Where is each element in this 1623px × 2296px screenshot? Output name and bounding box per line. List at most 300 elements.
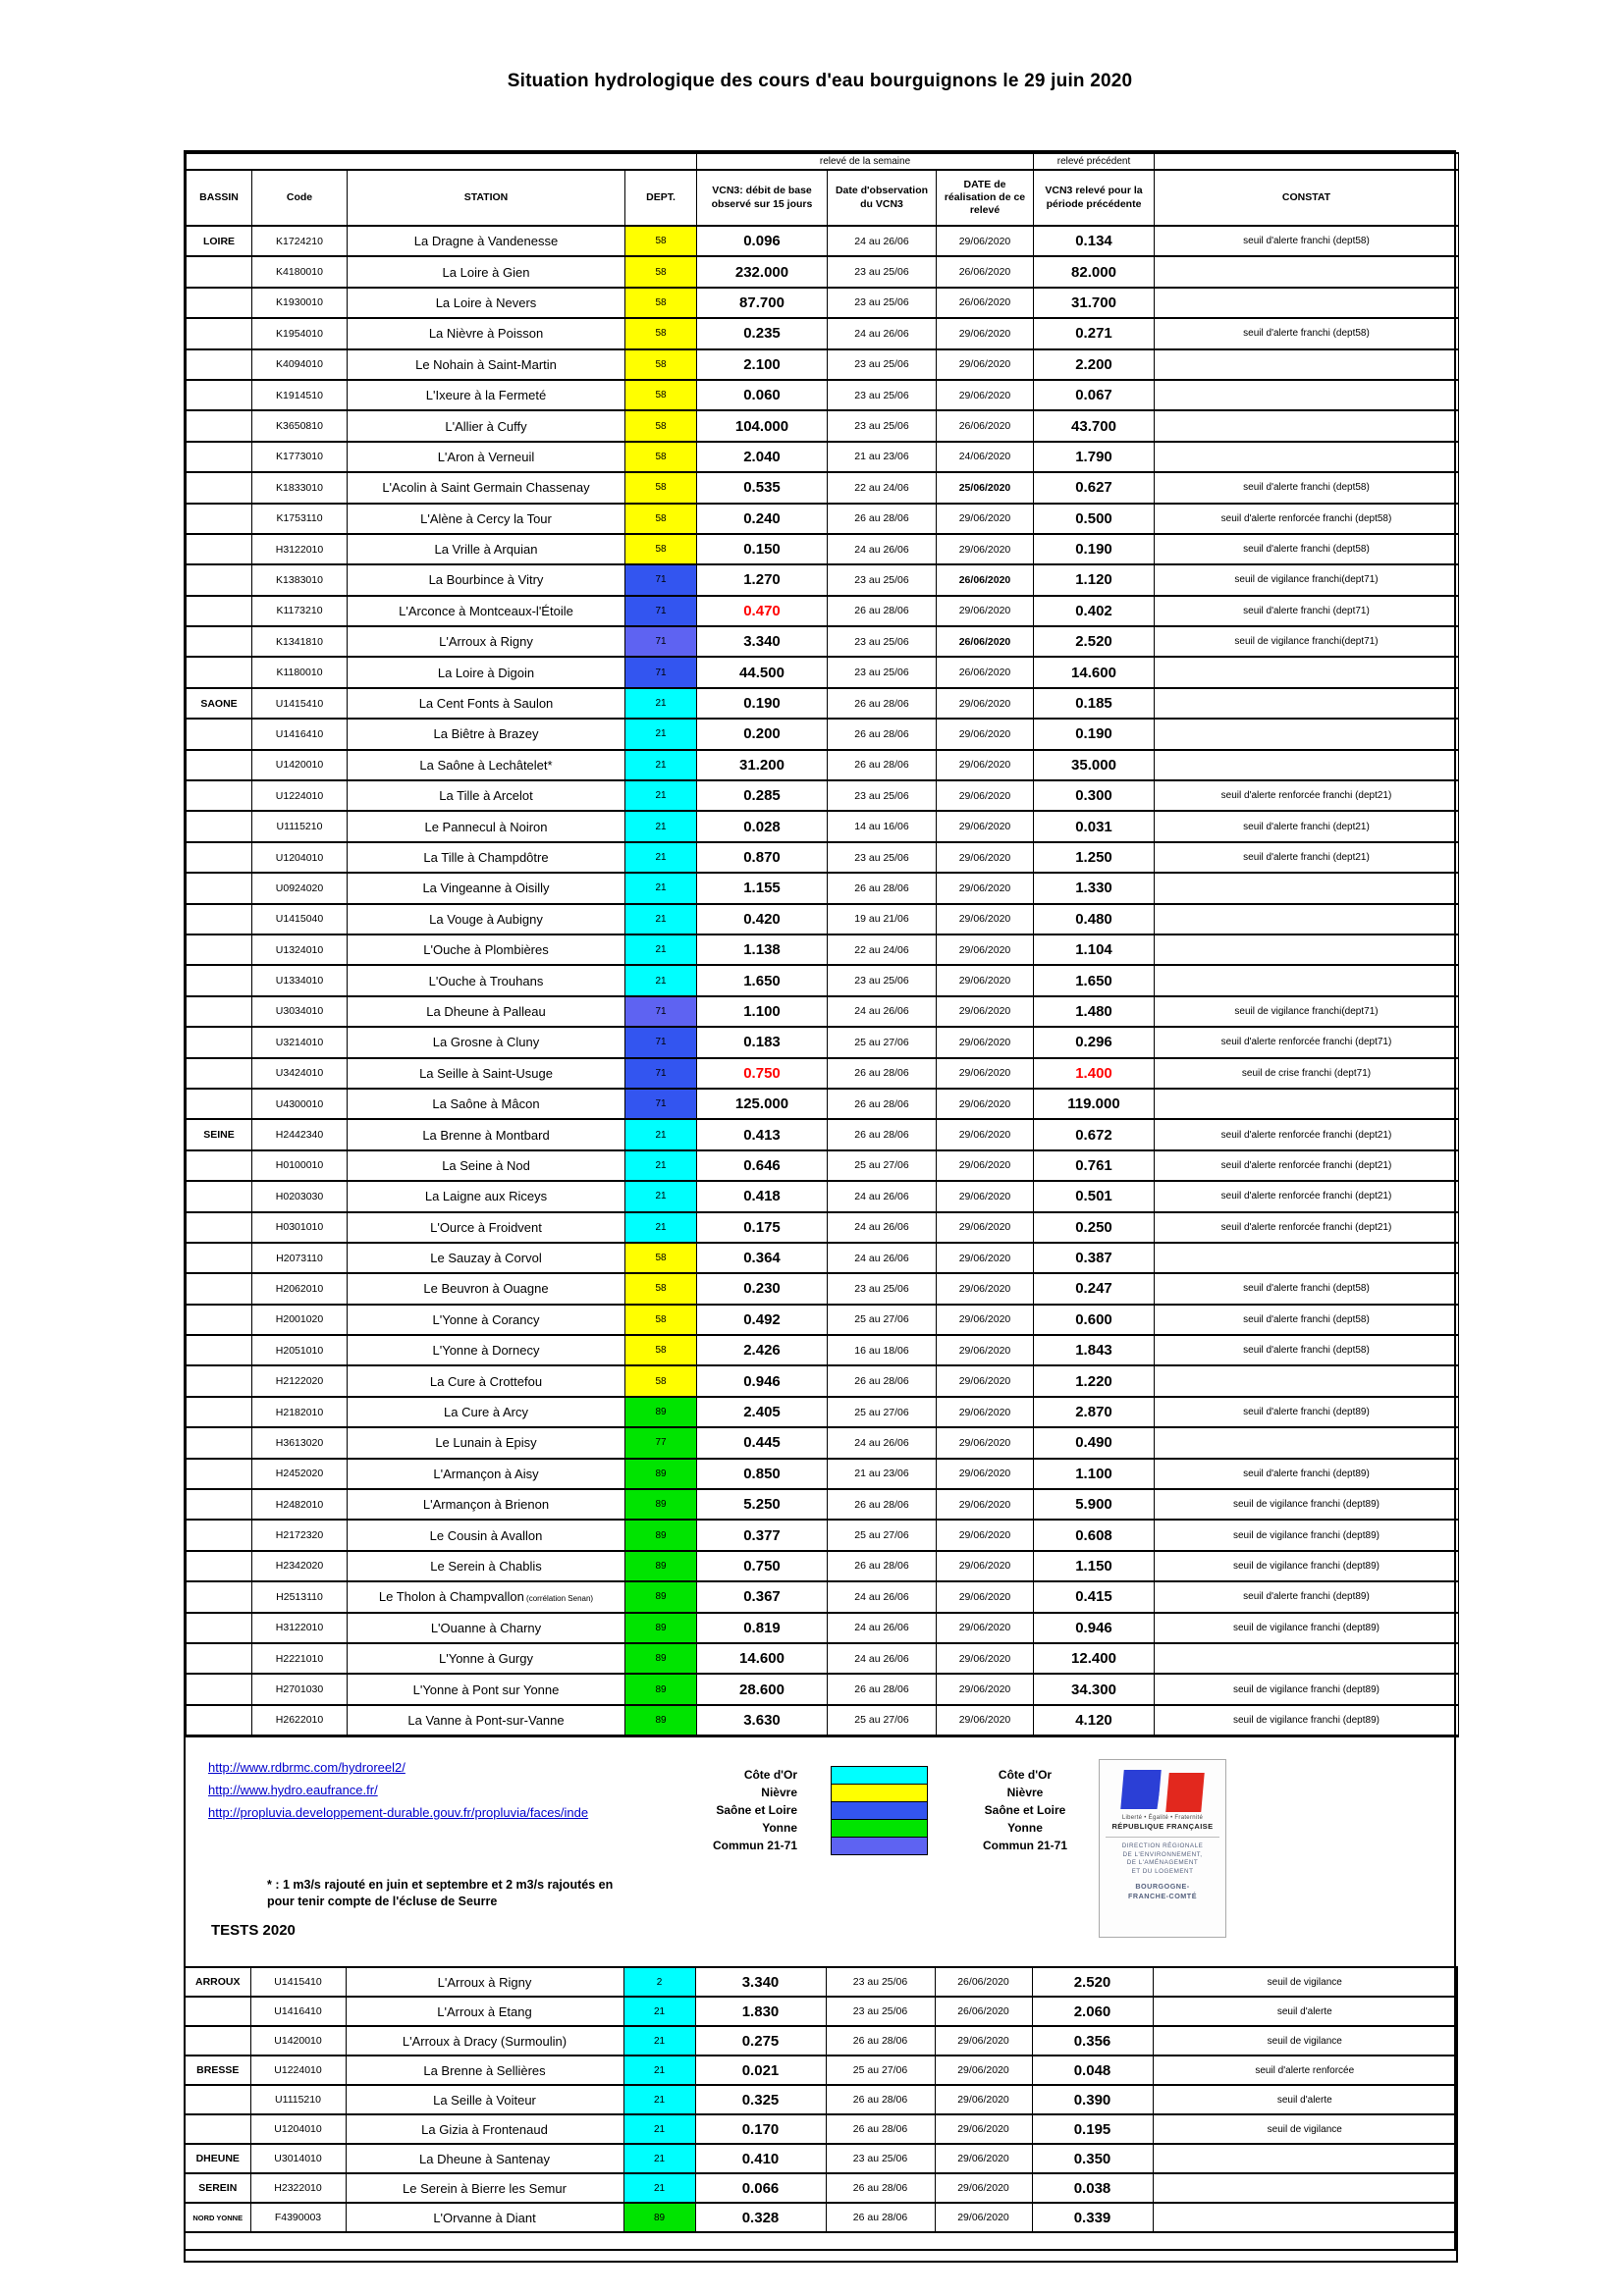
prev-vcn3-cell: 0.300: [1034, 780, 1155, 811]
table-row: [187, 934, 1459, 965]
vcn3-cell: 2.426: [697, 1335, 828, 1365]
region-line: BOURGOGNE-: [1135, 1882, 1190, 1891]
date-real-cell: 29/06/2020: [937, 780, 1034, 811]
constat-cell: seuil d'alerte franchi (dept89): [1155, 1581, 1459, 1612]
vcn3-cell: 0.445: [697, 1427, 828, 1458]
dept-cell: 21: [625, 873, 697, 903]
dept-cell: 77: [625, 1427, 697, 1458]
date-real-cell: 29/06/2020: [937, 842, 1034, 873]
constat-cell: [1155, 349, 1459, 380]
table-row: [187, 965, 1459, 995]
station-cell: L'Arroux à Dracy (Surmoulin): [346, 2026, 623, 2056]
prev-vcn3-cell: 1.843: [1034, 1335, 1155, 1365]
bassin-cell: [187, 904, 252, 934]
code-cell: U1224010: [250, 2056, 346, 2085]
date-obs-cell: 26 au 28/06: [828, 1551, 937, 1581]
station-cell: L'Arroux à Rigny: [346, 1967, 623, 1997]
code-cell: U1115210: [250, 2085, 346, 2114]
prev-vcn3-cell: 0.387: [1034, 1243, 1155, 1273]
station-cell: La Cure à Arcy: [348, 1397, 625, 1427]
bassin-cell: [187, 965, 252, 995]
date-obs-cell: 23 au 25/06: [828, 380, 937, 410]
bassin-cell: [187, 1520, 252, 1550]
station-cell: La Brenne à Montbard: [348, 1119, 625, 1149]
date-real-cell: 25/06/2020: [937, 472, 1034, 503]
constat-cell: [1155, 380, 1459, 410]
date-real-cell: 29/06/2020: [937, 596, 1034, 626]
station-cell: La Seine à Nod: [348, 1150, 625, 1181]
header-date-obs: Date d'observation du VCN3: [828, 170, 937, 226]
prev-vcn3-cell: 35.000: [1034, 750, 1155, 780]
station-cell: Le Serein à Chablis: [348, 1551, 625, 1581]
vcn3-cell: 0.285: [697, 780, 828, 811]
table-row: [187, 1027, 1459, 1057]
constat-cell: [1155, 410, 1459, 441]
station-cell: L'Ouche à Plombières: [348, 934, 625, 965]
code-cell: U1324010: [252, 934, 348, 965]
station-cell: L'Orvanne à Diant: [346, 2203, 623, 2232]
constat-cell: seuil d'alerte franchi (dept58): [1155, 1305, 1459, 1335]
table-row: [185, 2144, 1457, 2173]
dept-cell: 58: [625, 1273, 697, 1304]
vcn3-cell: 3.630: [697, 1705, 828, 1735]
station-cell: La Brenne à Sellières: [346, 2056, 623, 2085]
prev-vcn3-cell: 0.608: [1034, 1520, 1155, 1550]
bassin-cell: [187, 780, 252, 811]
date-obs-cell: 23 au 25/06: [826, 1997, 935, 2026]
vcn3-cell: 0.175: [697, 1212, 828, 1243]
date-real-cell: 26/06/2020: [937, 564, 1034, 595]
date-real-cell: 29/06/2020: [937, 1520, 1034, 1550]
vcn3-cell: 3.340: [697, 626, 828, 657]
bassin-cell: [187, 1613, 252, 1643]
legend-left-labels: [601, 1766, 797, 1854]
station-cell: La Loire à Gien: [348, 256, 625, 287]
code-cell: K1914510: [252, 380, 348, 410]
station-cell: L'Acolin à Saint Germain Chassenay: [348, 472, 625, 503]
dept-cell: 89: [623, 2203, 695, 2232]
legend-swatch: [832, 1802, 927, 1820]
hyperlink[interactable]: http://www.hydro.eaufrance.fr/: [208, 1783, 378, 1797]
vcn3-cell: 1.650: [697, 965, 828, 995]
vcn3-cell: 2.405: [697, 1397, 828, 1427]
prev-vcn3-cell: 0.134: [1034, 226, 1155, 256]
date-real-cell: 29/06/2020: [937, 1181, 1034, 1211]
bassin-cell: [187, 1581, 252, 1612]
prev-vcn3-cell: 1.220: [1034, 1365, 1155, 1396]
date-obs-cell: 24 au 26/06: [828, 1427, 937, 1458]
date-real-cell: 29/06/2020: [937, 1335, 1034, 1365]
dept-cell: 21: [625, 965, 697, 995]
republic-logo: [1099, 1759, 1226, 1938]
prev-vcn3-cell: 0.946: [1034, 1613, 1155, 1643]
date-real-cell: 26/06/2020: [935, 1997, 1032, 2026]
table-row: [187, 1551, 1459, 1581]
bassin-cell: [187, 1305, 252, 1335]
code-cell: F4390003: [250, 2203, 346, 2232]
date-obs-cell: 23 au 25/06: [828, 256, 937, 287]
station-cell: L'Alène à Cercy la Tour: [348, 504, 625, 534]
table-row: [185, 2085, 1457, 2114]
header-code: Code: [252, 170, 348, 226]
bassin-cell: [185, 1997, 250, 2026]
constat-cell: [1155, 1089, 1459, 1119]
dept-cell: 89: [625, 1459, 697, 1489]
vcn3-cell: 0.750: [697, 1058, 828, 1089]
legend-label: Yonne: [762, 1821, 797, 1835]
header-dept: DEPT.: [625, 170, 697, 226]
station-cell: La Vanne à Pont-sur-Vanne: [348, 1705, 625, 1735]
bassin-cell: [187, 1212, 252, 1243]
station-cell: La Laigne aux Riceys: [348, 1181, 625, 1211]
table-row: [187, 1459, 1459, 1489]
station-cell: Le Tholon à Champvallon (corrélation Senan): [348, 1581, 625, 1612]
date-obs-cell: 23 au 25/06: [828, 780, 937, 811]
code-cell: H0203030: [252, 1181, 348, 1211]
prev-vcn3-cell: 1.104: [1034, 934, 1155, 965]
bassin-cell: DHEUNE: [185, 2144, 250, 2173]
vcn3-cell: 3.340: [695, 1967, 826, 1997]
legend-swatch: [832, 1785, 927, 1802]
table-row: [187, 657, 1459, 687]
dept-cell: 58: [625, 256, 697, 287]
date-real-cell: 29/06/2020: [937, 1674, 1034, 1704]
constat-cell: seuil de vigilance franchi (dept89): [1155, 1489, 1459, 1520]
hyperlink[interactable]: http://www.rdbrmc.com/hydroreel2/: [208, 1760, 406, 1775]
dept-cell: 71: [625, 1058, 697, 1089]
bassin-cell: [187, 1551, 252, 1581]
tests-table: [184, 1966, 1458, 2263]
vcn3-cell: 0.850: [697, 1459, 828, 1489]
constat-cell: seuil d'alerte: [1153, 1997, 1457, 2026]
bassin-cell: SEINE: [187, 1119, 252, 1149]
date-obs-cell: 22 au 24/06: [828, 934, 937, 965]
date-obs-cell: 26 au 28/06: [828, 1365, 937, 1396]
constat-cell: [1155, 1427, 1459, 1458]
prev-vcn3-cell: 0.250: [1034, 1212, 1155, 1243]
code-cell: H2442340: [252, 1119, 348, 1149]
prev-vcn3-cell: 0.627: [1034, 472, 1155, 503]
bassin-cell: ARROUX: [185, 1967, 250, 1997]
code-cell: H2001020: [252, 1305, 348, 1335]
date-obs-cell: 23 au 25/06: [826, 2144, 935, 2173]
vcn3-cell: 0.096: [697, 226, 828, 256]
table-row: [187, 1674, 1459, 1704]
constat-cell: seuil de vigilance franchi (dept89): [1155, 1674, 1459, 1704]
code-cell: U1415410: [252, 688, 348, 719]
date-obs-cell: 25 au 27/06: [828, 1520, 937, 1550]
table-row: [187, 688, 1459, 719]
code-cell: H2322010: [250, 2173, 346, 2203]
date-real-cell: 29/06/2020: [935, 2085, 1032, 2114]
dept-cell: 21: [623, 2085, 695, 2114]
bassin-cell: [187, 1397, 252, 1427]
prev-vcn3-cell: 2.200: [1034, 349, 1155, 380]
date-obs-cell: 24 au 26/06: [828, 1581, 937, 1612]
dept-cell: 89: [625, 1520, 697, 1550]
legend-swatch: [832, 1820, 927, 1838]
french-flag-icon: [1120, 1770, 1205, 1813]
date-real-cell: 29/06/2020: [937, 996, 1034, 1027]
constat-cell: [1153, 2173, 1457, 2203]
date-real-cell: 26/06/2020: [937, 657, 1034, 687]
dept-cell: 21: [625, 811, 697, 841]
station-cell: La Seille à Saint-Usuge: [348, 1058, 625, 1089]
band-empty-left: [187, 153, 697, 170]
table-row: [187, 564, 1459, 595]
station-cell: L'Armançon à Aisy: [348, 1459, 625, 1489]
date-real-cell: 29/06/2020: [935, 2114, 1032, 2144]
vcn3-cell: 31.200: [697, 750, 828, 780]
vcn3-cell: 0.235: [697, 318, 828, 348]
vcn3-cell: 0.275: [695, 2026, 826, 2056]
constat-cell: seuil d'alerte franchi (dept58): [1155, 534, 1459, 564]
date-obs-cell: 26 au 28/06: [828, 750, 937, 780]
vcn3-cell: 28.600: [697, 1674, 828, 1704]
station-cell: L'Yonne à Dornecy: [348, 1335, 625, 1365]
date-real-cell: 29/06/2020: [937, 1643, 1034, 1674]
vcn3-cell: 1.138: [697, 934, 828, 965]
bassin-cell: [187, 750, 252, 780]
table-row: [185, 2173, 1457, 2203]
date-obs-cell: 24 au 26/06: [828, 1243, 937, 1273]
date-real-cell: 29/06/2020: [937, 1305, 1034, 1335]
code-cell: U1420010: [252, 750, 348, 780]
bassin-cell: LOIRE: [187, 226, 252, 256]
table-row: [187, 1089, 1459, 1119]
table-row: [187, 1058, 1459, 1089]
vcn3-cell: 0.060: [697, 380, 828, 410]
code-cell: H3613020: [252, 1427, 348, 1458]
code-cell: K1954010: [252, 318, 348, 348]
constat-cell: seuil d'alerte renforcée franchi (dept21): [1155, 1150, 1459, 1181]
table-row: [187, 842, 1459, 873]
constat-cell: seuil de vigilance: [1153, 2114, 1457, 2144]
constat-cell: seuil d'alerte renforcée franchi (dept21): [1155, 1181, 1459, 1211]
prev-vcn3-cell: 14.600: [1034, 657, 1155, 687]
date-obs-cell: 23 au 25/06: [828, 288, 937, 318]
date-obs-cell: 26 au 28/06: [828, 688, 937, 719]
prev-vcn3-cell: 1.480: [1034, 996, 1155, 1027]
dept-cell: 89: [625, 1581, 697, 1612]
table-row: [187, 596, 1459, 626]
code-cell: K1341810: [252, 626, 348, 657]
date-obs-cell: 26 au 28/06: [828, 1119, 937, 1149]
vcn3-cell: 0.021: [695, 2056, 826, 2085]
bassin-cell: [187, 596, 252, 626]
dept-cell: 58: [625, 504, 697, 534]
prev-vcn3-cell: 1.330: [1034, 873, 1155, 903]
prev-vcn3-cell: 0.247: [1034, 1273, 1155, 1304]
dept-cell: 71: [625, 996, 697, 1027]
legend-swatch: [832, 1838, 927, 1854]
table-row: [187, 873, 1459, 903]
prev-vcn3-cell: 12.400: [1034, 1643, 1155, 1674]
dept-cell: 58: [625, 318, 697, 348]
date-obs-cell: 26 au 28/06: [828, 873, 937, 903]
dreal-line: DE L'ENVIRONNEMENT,: [1122, 1850, 1203, 1858]
table-row: [187, 349, 1459, 380]
hyperlink[interactable]: http://propluvia.developpement-durable.gouv.fr/propluvia/faces/inde: [208, 1805, 589, 1820]
table-row: [187, 1305, 1459, 1335]
prev-vcn3-cell: 0.038: [1032, 2173, 1153, 2203]
date-real-cell: 29/06/2020: [937, 1613, 1034, 1643]
dept-cell: 71: [625, 626, 697, 657]
bassin-cell: [187, 1705, 252, 1735]
dreal-line: DIRECTION RÉGIONALE: [1121, 1842, 1204, 1849]
vcn3-cell: 0.946: [697, 1365, 828, 1396]
date-real-cell: 29/06/2020: [935, 2056, 1032, 2085]
date-obs-cell: 23 au 25/06: [828, 626, 937, 657]
header-prev: VCN3 relevé pour la période précédente: [1034, 170, 1155, 226]
table-row: [185, 2203, 1457, 2232]
table-row: [187, 1520, 1459, 1550]
station-cell: La Biêtre à Brazey: [348, 719, 625, 749]
bassin-cell: [185, 2026, 250, 2056]
code-cell: H2622010: [252, 1705, 348, 1735]
table-row: [187, 288, 1459, 318]
constat-cell: seuil d'alerte franchi (dept58): [1155, 226, 1459, 256]
legend-label: Saône et Loire: [716, 1803, 797, 1817]
constat-cell: seuil d'alerte renforcée franchi (dept71): [1155, 1027, 1459, 1057]
code-cell: H2452020: [252, 1459, 348, 1489]
bassin-cell: [185, 2085, 250, 2114]
constat-cell: seuil de vigilance franchi (dept89): [1155, 1520, 1459, 1550]
dept-cell: 21: [623, 2026, 695, 2056]
station-cell: La Dragne à Vandenesse: [348, 226, 625, 256]
station-cell: Le Lunain à Episy: [348, 1427, 625, 1458]
constat-cell: seuil de vigilance franchi(dept71): [1155, 996, 1459, 1027]
prev-vcn3-cell: 0.490: [1034, 1427, 1155, 1458]
bassin-cell: [187, 1674, 252, 1704]
constat-cell: [1153, 2144, 1457, 2173]
table-row: [187, 380, 1459, 410]
dept-cell: 89: [625, 1705, 697, 1735]
vcn3-cell: 0.377: [697, 1520, 828, 1550]
legend-label: Commun 21-71: [982, 1839, 1068, 1852]
constat-cell: seuil de vigilance franchi(dept71): [1155, 626, 1459, 657]
dept-cell: 21: [623, 2114, 695, 2144]
vcn3-cell: 44.500: [697, 657, 828, 687]
bassin-cell: [187, 1058, 252, 1089]
date-obs-cell: 26 au 28/06: [828, 1089, 937, 1119]
station-cell: L'Armançon à Brienon: [348, 1489, 625, 1520]
constat-cell: seuil d'alerte franchi (dept58): [1155, 1273, 1459, 1304]
date-obs-cell: 23 au 25/06: [828, 657, 937, 687]
header-bassin: BASSIN: [187, 170, 252, 226]
prev-vcn3-cell: 0.390: [1032, 2085, 1153, 2114]
bassin-cell: [187, 1489, 252, 1520]
constat-cell: seuil d'alerte renforcée: [1153, 2056, 1457, 2085]
date-real-cell: 26/06/2020: [937, 256, 1034, 287]
prev-vcn3-cell: 0.339: [1032, 2203, 1153, 2232]
vcn3-cell: 0.420: [697, 904, 828, 934]
table-row: [187, 1212, 1459, 1243]
header-row: [187, 170, 1459, 226]
station-cell: La Seille à Voiteur: [346, 2085, 623, 2114]
empty-row: [185, 2232, 1457, 2262]
dept-cell: 21: [625, 1181, 697, 1211]
code-cell: K1773010: [252, 442, 348, 472]
dept-cell: 21: [625, 780, 697, 811]
table-row: [185, 2114, 1457, 2144]
dept-cell: 58: [625, 1305, 697, 1335]
code-cell: H0100010: [252, 1150, 348, 1181]
date-obs-cell: 26 au 28/06: [828, 504, 937, 534]
station-cell: Le Pannecul à Noiron: [348, 811, 625, 841]
date-real-cell: 29/06/2020: [937, 719, 1034, 749]
prev-vcn3-cell: 0.190: [1034, 534, 1155, 564]
table-row: [187, 1427, 1459, 1458]
bassin-cell: [187, 1365, 252, 1396]
station-cell: Le Serein à Bierre les Semur: [346, 2173, 623, 2203]
bassin-cell: [187, 1150, 252, 1181]
code-cell: U0924020: [252, 873, 348, 903]
bassin-cell: [187, 380, 252, 410]
date-obs-cell: 24 au 26/06: [828, 318, 937, 348]
code-cell: K1930010: [252, 288, 348, 318]
bassin-cell: [187, 1459, 252, 1489]
dreal-text: [1100, 1842, 1225, 1876]
constat-cell: seuil d'alerte franchi (dept58): [1155, 318, 1459, 348]
bassin-cell: [187, 626, 252, 657]
bassin-cell: [187, 719, 252, 749]
station-cell: La Cure à Crottefou: [348, 1365, 625, 1396]
vcn3-cell: 2.040: [697, 442, 828, 472]
constat-cell: seuil d'alerte: [1153, 2085, 1457, 2114]
bassin-cell: [187, 349, 252, 380]
date-real-cell: 26/06/2020: [935, 1967, 1032, 1997]
code-cell: U3214010: [252, 1027, 348, 1057]
constat-cell: [1155, 934, 1459, 965]
dept-cell: 21: [623, 2144, 695, 2173]
constat-cell: [1155, 1243, 1459, 1273]
vcn3-cell: 1.100: [697, 996, 828, 1027]
code-cell: U1204010: [252, 842, 348, 873]
station-cell: L'Arroux à Rigny: [348, 626, 625, 657]
constat-cell: seuil de vigilance franchi (dept89): [1155, 1705, 1459, 1735]
constat-cell: [1155, 256, 1459, 287]
station-cell: L'Yonne à Gurgy: [348, 1643, 625, 1674]
table-row: [185, 2026, 1457, 2056]
vcn3-cell: 0.190: [697, 688, 828, 719]
dreal-line: ET DU LOGEMENT: [1131, 1867, 1194, 1875]
date-obs-cell: 26 au 28/06: [826, 2114, 935, 2144]
date-obs-cell: 24 au 26/06: [828, 226, 937, 256]
bassin-cell: [187, 934, 252, 965]
table-row: [187, 780, 1459, 811]
date-real-cell: 29/06/2020: [937, 1705, 1034, 1735]
bassin-cell: [187, 811, 252, 841]
date-obs-cell: 23 au 25/06: [828, 410, 937, 441]
code-cell: H2221010: [252, 1643, 348, 1674]
station-cell: L'Yonne à Corancy: [348, 1305, 625, 1335]
date-obs-cell: 26 au 28/06: [828, 719, 937, 749]
station-cell: La Bourbince à Vitry: [348, 564, 625, 595]
dept-cell: 89: [625, 1674, 697, 1704]
table-row: [185, 2056, 1457, 2085]
date-real-cell: 26/06/2020: [937, 410, 1034, 441]
vcn3-cell: 125.000: [697, 1089, 828, 1119]
table-row: [187, 1273, 1459, 1304]
bassin-cell: SEREIN: [185, 2173, 250, 2203]
code-cell: H2482010: [252, 1489, 348, 1520]
date-obs-cell: 25 au 27/06: [828, 1027, 937, 1057]
bassin-cell: [187, 996, 252, 1027]
station-note: (corrélation Senan): [523, 1594, 594, 1604]
prev-vcn3-cell: 0.402: [1034, 596, 1155, 626]
station-cell: La Tille à Arcelot: [348, 780, 625, 811]
